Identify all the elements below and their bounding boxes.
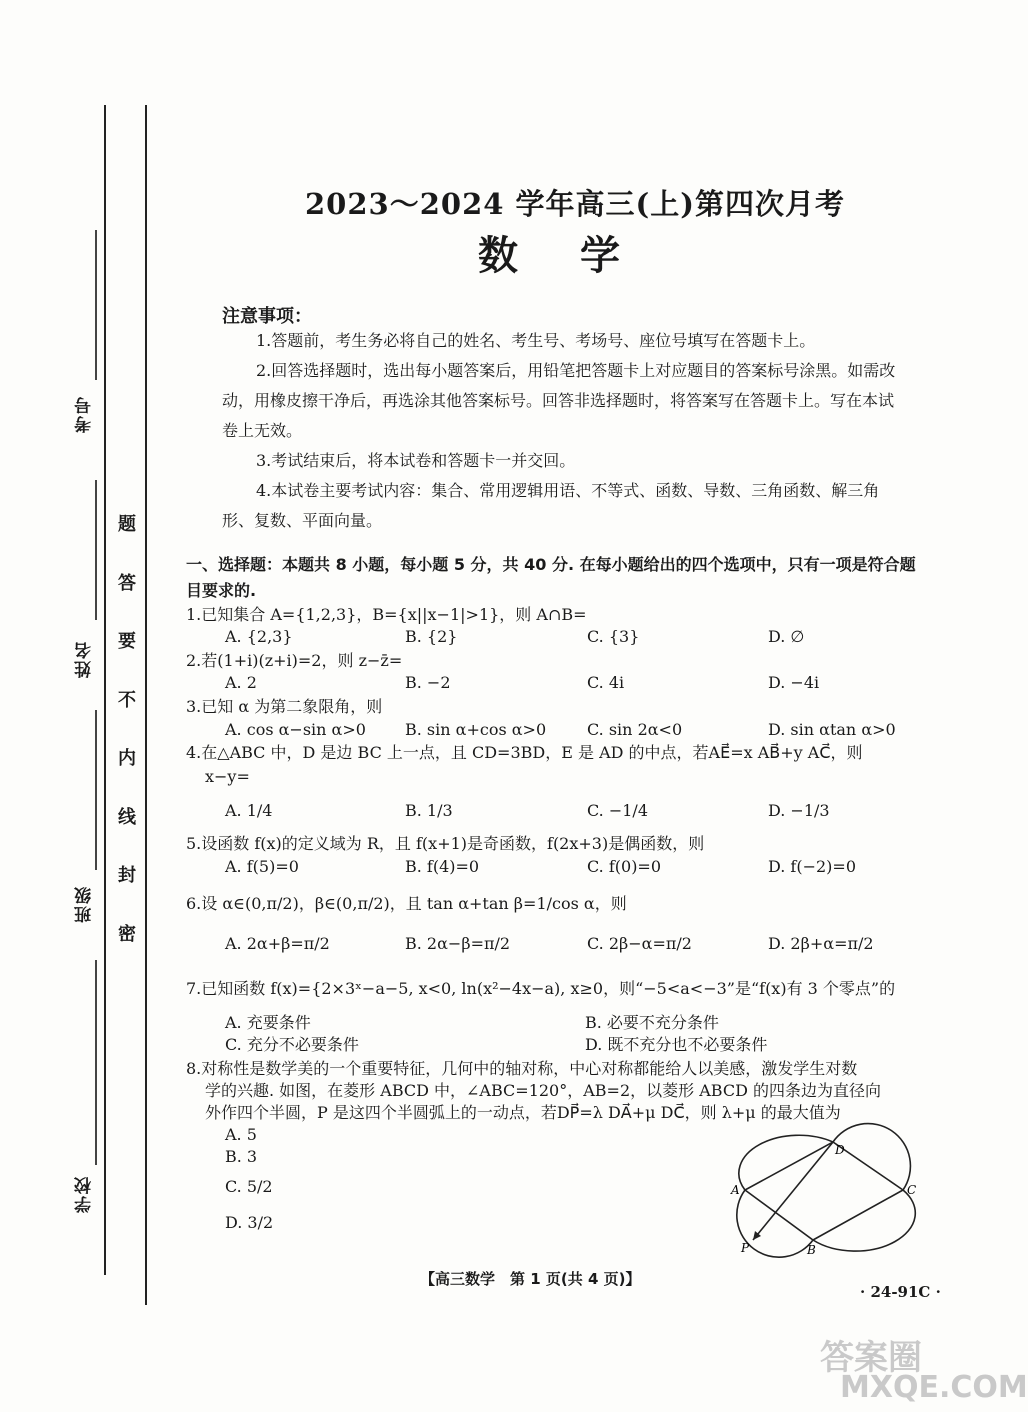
margin-rule-outer — [104, 105, 106, 1275]
option-a: A. f(5)=0 — [225, 857, 299, 876]
notice-list — [222, 326, 902, 536]
seal-line-text — [112, 510, 142, 978]
semicircle-bc — [813, 1190, 915, 1251]
seal-char: 封 — [118, 865, 136, 886]
option-c: C. 2β−α=π/2 — [587, 934, 692, 953]
question-5-stem: 5.设函数 f(x)的定义域为 R，且 f(x+1)是奇函数，f(2x+3)是偶函数，则 — [186, 834, 705, 853]
option-d: D. 既不充分也不必要条件 — [585, 1035, 768, 1054]
watermark-url: MXQE.COM — [840, 1370, 1028, 1405]
question-4-stem-cont: x−y= — [205, 767, 250, 786]
notice-item: 1.答题前，考生务必将自己的姓名、考生号、考场号、座位号填写在答题卡上。 — [256, 331, 816, 350]
option-d: D. 2β+α=π/2 — [768, 934, 874, 953]
notice-heading: 注意事项： — [222, 306, 312, 327]
option-b: B. −2 — [405, 673, 451, 692]
seal-char: 要 — [118, 631, 136, 652]
page-footer: 【高三数学 第 1 页(共 4 页)】 — [420, 1270, 641, 1288]
question-6-stem: 6.设 α∈(0,π/2)，β∈(0,π/2)，且 tan α+tan β=1/cos α，则 — [186, 894, 627, 913]
option-c: C. 充分不必要条件 — [225, 1035, 359, 1054]
seal-char: 不 — [118, 689, 136, 711]
paper-code: · 24-91C · — [860, 1283, 941, 1301]
option-a: A. 2α+β=π/2 — [225, 934, 330, 953]
exam-no-line — [95, 230, 97, 380]
margin-rule-inner — [145, 105, 147, 1305]
question-3-stem: 3.已知 α 为第二象限角，则 — [186, 697, 383, 716]
option-c: C. {3} — [587, 627, 640, 646]
label-d: D — [835, 1143, 845, 1157]
option-c: C. f(0)=0 — [587, 857, 662, 876]
option-b: B. 1/3 — [405, 801, 453, 820]
school-label: 学校 — [75, 1175, 95, 1213]
notice-item: 3.考试结束后，将本试卷和答题卡一并交回。 — [256, 451, 576, 470]
question-8-stem: 8.对称性是数学美的一个重要特征，几何中的轴对称，中心对称都能给人以美感，激发学生对数 — [186, 1059, 858, 1078]
option-b: B. f(4)=0 — [405, 857, 480, 876]
option-a: A. 充要条件 — [225, 1013, 311, 1032]
exam-no-label: 考号 — [75, 395, 95, 433]
option-c: C. 5/2 — [225, 1177, 273, 1196]
option-d: D. f(−2)=0 — [768, 857, 857, 876]
seal-char: 线 — [118, 806, 136, 828]
question-8-stem-cont2: 外作四个半圆，P 是这四个半圆弧上的一动点，若DP⃗=λ DA⃗+μ DC⃗，则 λ+μ 的最大值为 — [205, 1103, 841, 1122]
option-a: A. 2 — [225, 673, 257, 692]
option-c: C. sin 2α<0 — [587, 720, 683, 739]
seal-char: 密 — [118, 923, 136, 945]
option-a: A. 1/4 — [225, 801, 273, 820]
option-b: B. {2} — [405, 627, 458, 646]
question-4-stem: 4.在△ABC 中，D 是边 BC 上一点，且 CD=3BD，E 是 AD 的中点，若AE⃗=x AB⃗+y AC⃗，则 — [186, 743, 863, 762]
question-2-stem: 2.若(1+i)(z+i)=2，则 z−z̄= — [186, 651, 403, 670]
class-line — [95, 710, 97, 870]
option-a: A. {2,3} — [225, 627, 293, 646]
watermark-logo: 答案圈 — [820, 1338, 922, 1378]
question-8-stem-cont: 学的兴趣. 如图，在菱形 ABCD 中，∠ABC=120°，AB=2，以菱形 ABCD 的四条边为直径向 — [205, 1081, 881, 1100]
option-b: B. 3 — [225, 1147, 258, 1166]
seal-char: 内 — [118, 748, 136, 769]
label-p: P — [741, 1241, 750, 1255]
question-7-stem: 7.已知函数 f(x)={2×3ˣ−a−5, x<0, ln(x²−4x−a), x≥0，则“−5<a<−3”是“f(x)有 3 个零点”的 — [186, 979, 896, 998]
name-label: 姓名 — [75, 640, 95, 678]
semicircle-da — [739, 1135, 833, 1190]
option-c: C. 4i — [587, 673, 625, 692]
option-d: D. ∅ — [768, 627, 805, 646]
label-b: B — [807, 1243, 816, 1257]
class-label: 班级 — [75, 885, 95, 923]
option-c: C. −1/4 — [587, 801, 648, 820]
option-b: B. sin α+cos α>0 — [405, 720, 547, 739]
question-1-stem: 1.已知集合 A={1,2,3}，B={x||x−1|>1}，则 A∩B= — [186, 605, 587, 624]
option-b: B. 2α−β=π/2 — [405, 934, 511, 953]
seal-char: 答 — [118, 572, 136, 594]
option-a: A. 5 — [225, 1125, 257, 1144]
rhombus-semicircles-figure — [725, 1128, 925, 1258]
school-line — [95, 960, 97, 1165]
section-heading: 一、选择题：本题共 8 小题，每小题 5 分，共 40 分. 在每小题给出的四个选项中，只有一项是符合题目要求的. — [186, 555, 916, 600]
option-d: D. 3/2 — [225, 1213, 274, 1232]
option-d: D. −1/3 — [768, 801, 830, 820]
notice-item: 2.回答选择题时，选出每小题答案后，用铅笔把答题卡上对应题目的答案标号涂黑。如需改动，用橡皮擦干净后，再选涂其他答案标号。回答非选择题时，将答案写在答题卡上。写在本试卷上无效。 — [222, 361, 896, 440]
seal-char: 题 — [118, 514, 136, 535]
option-b: B. 必要不充分条件 — [585, 1013, 719, 1032]
label-a: A — [731, 1183, 740, 1197]
exam-title: 2023～2024 学年高三(上)第四次月考 — [305, 187, 845, 221]
option-a: A. cos α−sin α>0 — [225, 720, 366, 739]
option-d: D. −4i — [768, 673, 820, 692]
rhombus-abcd — [745, 1142, 903, 1240]
notice-item: 4.本试卷主要考试内容：集合、常用逻辑用语、不等式、函数、导数、三角函数、解三角形、复数、平面向量。 — [222, 481, 880, 530]
option-d: D. sin αtan α>0 — [768, 720, 896, 739]
label-c: C — [907, 1183, 917, 1197]
subject-title: 数学 — [478, 232, 682, 279]
name-line — [95, 480, 97, 620]
